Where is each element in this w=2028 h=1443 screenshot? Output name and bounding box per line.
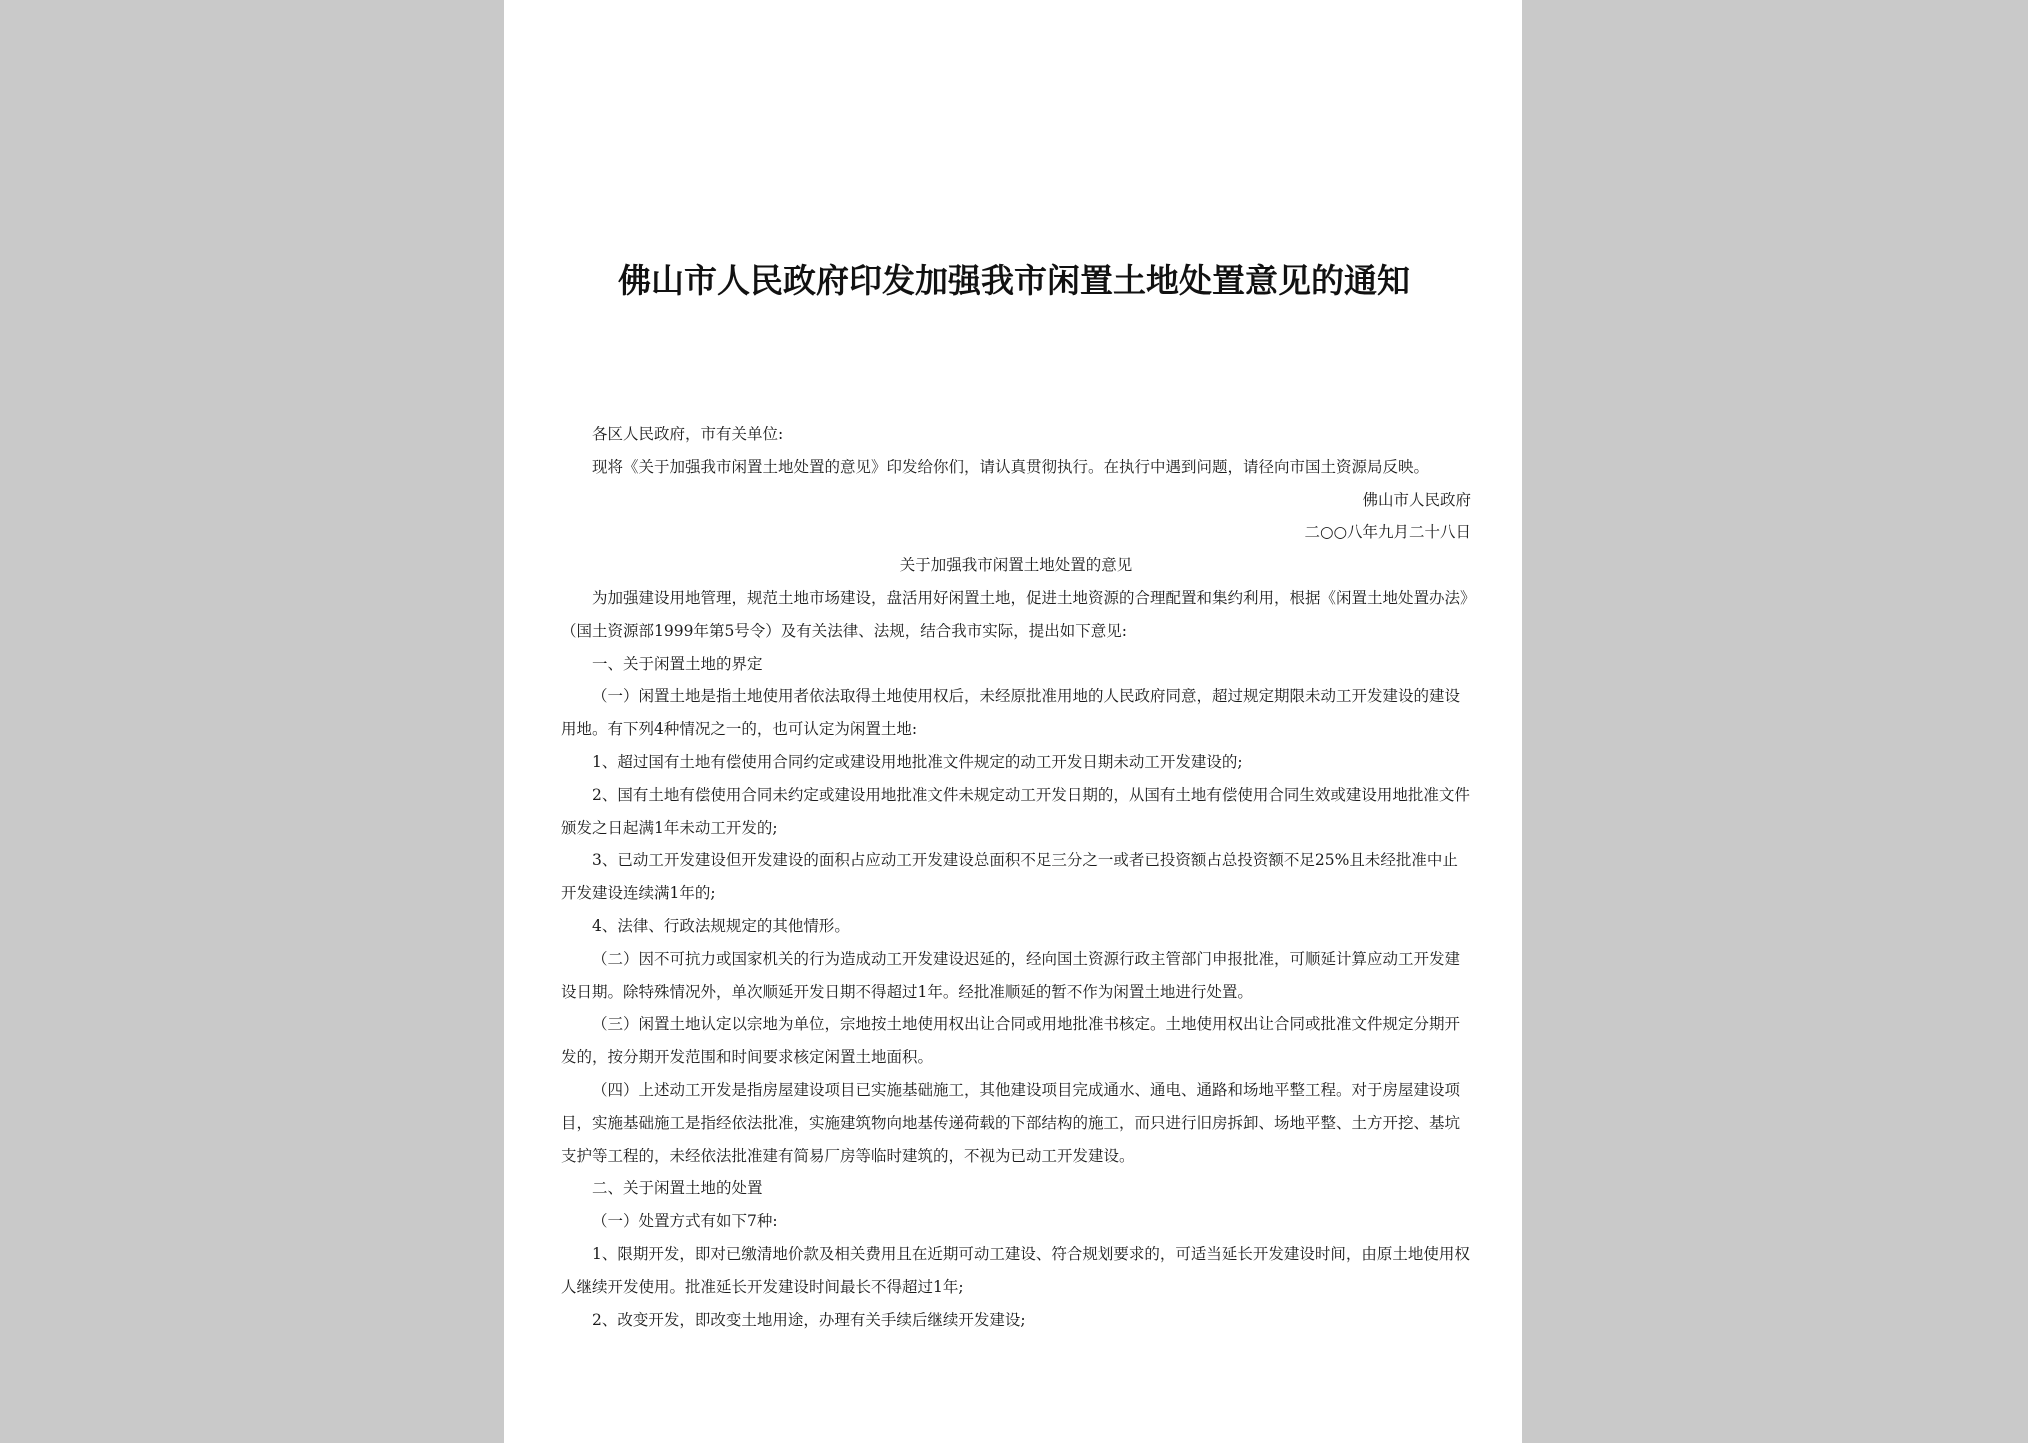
- paragraph: （四）上述动工开发是指房屋建设项目已实施基础施工，其他建设项目完成通水、通电、通路和场地平整工程。对于房屋建设项目，实施基础施工是指经依法批准，实施建筑物向地基传递荷载的下部结构的施工，而只进行旧房拆卸、场地平整、土方开挖、基坑支护等工程的，未经依法批准建有简易厂房等临时建筑的，不视为已动工开发建设。: [561, 1080, 1461, 1165]
- list-item: 2、改变开发，即改变土地用途，办理有关手续后继续开发建设;: [592, 1310, 1026, 1329]
- document-body: [561, 418, 1471, 1336]
- list-item: 1、超过国有土地有偿使用合同约定或建设用地批准文件规定的动工开发日期未动工开发建设的;: [592, 752, 1243, 771]
- document-subtitle: 关于加强我市闲置土地处置的意见: [899, 556, 1133, 575]
- issuer: 佛山市人民政府: [1362, 490, 1471, 509]
- document-page: [504, 0, 1522, 1443]
- section-heading: 二、关于闲置土地的处置: [592, 1179, 763, 1198]
- paragraph: （三）闲置土地认定以宗地为单位，宗地按土地使用权出让合同或用地批准书核定。土地使用权出让合同或批准文件规定分期开发的，按分期开发范围和时间要求核定闲置土地面积。: [561, 1015, 1461, 1067]
- salutation: 各区人民政府，市有关单位:: [592, 425, 784, 443]
- section-heading: 一、关于闲置土地的界定: [592, 654, 763, 673]
- document-title: 佛山市人民政府印发加强我市闲置土地处置意见的通知: [618, 261, 1410, 300]
- list-item: 4、法律、行政法规规定的其他情形。: [592, 916, 850, 935]
- paragraph: （二）因不可抗力或国家机关的行为造成动工开发建设迟延的，经向国土资源行政主管部门申报批准，可顺延计算应动工开发建设日期。除特殊情况外，单次顺延开发日期不得超过1年。经批准顺延的暂不作为闲置土地进行处置。: [561, 949, 1461, 1001]
- paragraph: （一）闲置土地是指土地使用者依法取得土地使用权后，未经原批准用地的人民政府同意，超过规定期限未动工开发建设的建设用地。有下列4种情况之一的，也可认定为闲置土地:: [561, 687, 1461, 739]
- issue-date: 二○○八年九月二十八日: [1304, 523, 1471, 542]
- paragraph: （一）处置方式有如下7种:: [592, 1212, 778, 1231]
- list-item: 1、限期开发，即对已缴清地价款及相关费用且在近期可动工建设、符合规划要求的，可适当延长开发建设时间，由原土地使用权人继续开发使用。批准延长开发建设时间最长不得超过1年;: [561, 1244, 1470, 1296]
- list-item: 2、国有土地有偿使用合同未约定或建设用地批准文件未规定动工开发日期的，从国有土地有偿使用合同生效或建设用地批准文件颁发之日起满1年未动工开发的;: [561, 785, 1470, 837]
- paragraph: 为加强建设用地管理，规范土地市场建设，盘活用好闲置土地，促进土地资源的合理配置和集约利用，根据《闲置土地处置办法》（国土资源部1999年第5号令）及有关法律、法规，结合我市实际，提出如下意见:: [561, 588, 1468, 640]
- list-item: 3、已动工开发建设但开发建设的面积占应动工开发建设总面积不足三分之一或者已投资额占总投资额不足25%且未经批准中止开发建设连续满1年的;: [561, 851, 1458, 903]
- intro-paragraph: 现将《关于加强我市闲置土地处置的意见》印发给你们，请认真贯彻执行。在执行中遇到问题，请径向市国土资源局反映。: [592, 457, 1430, 476]
